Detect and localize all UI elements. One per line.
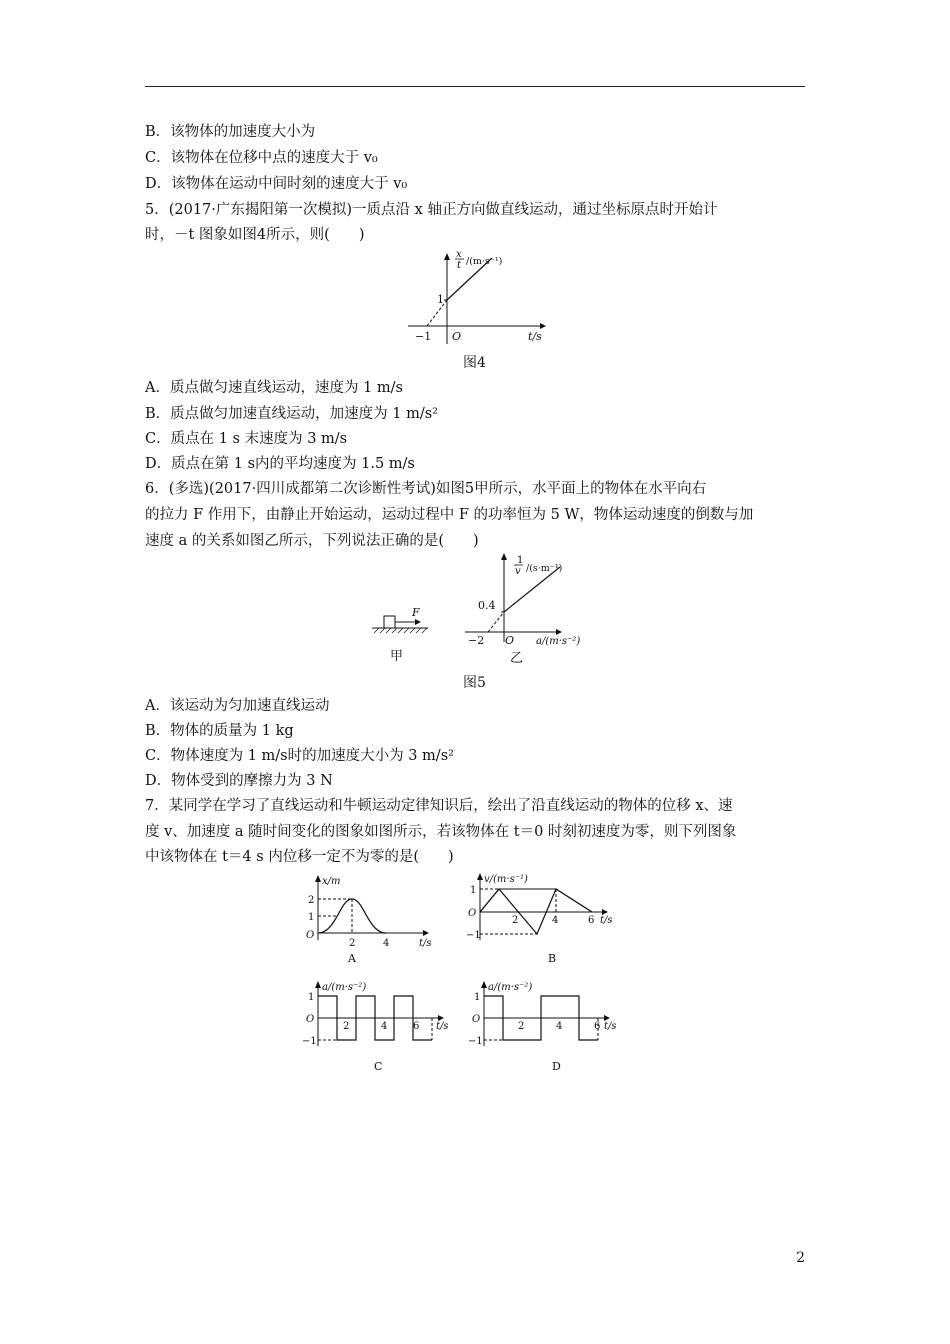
graph-c-xtick-2: 2 (343, 1021, 350, 1032)
graph-b-xlabel: t/s (600, 915, 613, 926)
graph-b-ytick-neg1: −1 (466, 930, 481, 941)
q7-graph-b (464, 870, 624, 965)
graph-d-xtick-6: 6 (594, 1021, 601, 1032)
fig4-y-unit: /(m·s⁻¹) (466, 256, 503, 267)
graph-d-xlabel: t/s (604, 1021, 617, 1032)
q7-graph-d (464, 978, 624, 1073)
q6-stem-line1: 6．(多选)(2017·四川成都第二次诊断性考试)如图5甲所示，水平面上的物体在水平向右 (145, 481, 707, 497)
graph-c-xlabel: t/s (436, 1021, 449, 1032)
q4-option-b: B．该物体的加速度大小为 (145, 124, 316, 140)
graph-a-origin: O (306, 930, 315, 941)
fig5-y-tick: 0.4 (478, 599, 496, 612)
graph-c-ytick-1: 1 (308, 992, 315, 1003)
graph-d-xtick-2: 2 (518, 1021, 525, 1032)
graph-a-xlabel: t/s (419, 938, 432, 949)
fig4-x-tick: −1 (415, 330, 432, 343)
q5-stem-line1: 5．(2017·广东揭阳第一次模拟)一质点沿 x 轴正方向做直线运动，通过坐标原点时开始计 (145, 202, 718, 218)
graph-d-ylabel: a/(m·s⁻²) (488, 982, 533, 993)
q7-stem-line2: 度 v、加速度 a 随时间变化的图象如图所示，若该物体在 t＝0 时刻初速度为零，则下列图象 (145, 824, 737, 840)
fig5-y-den: v (515, 566, 521, 577)
graph-d-ytick-1: 1 (474, 992, 481, 1003)
q6-stem-line3: 速度 a 的关系如图乙所示，下列说法正确的是( ) (145, 533, 479, 549)
q5-option-b: B．质点做匀加速直线运动，加速度为 1 m/s² (145, 406, 438, 422)
q4-option-c: C．该物体在位移中点的速度大于 v₀ (145, 150, 378, 166)
graph-b-label: B (548, 952, 557, 965)
graph-b-xtick-4: 4 (552, 915, 559, 926)
fig5-origin: O (505, 634, 515, 647)
graph-d-origin: O (472, 1014, 481, 1025)
graph-a-xtick-4: 4 (383, 938, 390, 949)
figure-5-yi-chart (460, 550, 580, 668)
graph-b-ylabel: v/(m·s⁻¹) (484, 874, 528, 885)
q5-option-a: A．质点做匀速直线运动，速度为 1 m/s (145, 380, 403, 396)
figure-5-jia (370, 600, 440, 668)
fig4-origin: O (452, 330, 462, 343)
graph-d-label: D (552, 1060, 561, 1073)
fig5-y-num: 1 (517, 555, 524, 566)
graph-c-xtick-6: 6 (413, 1021, 420, 1032)
header-rule (145, 86, 805, 87)
graph-c-xtick-4: 4 (381, 1021, 388, 1032)
fig5-yi-label: 乙 (510, 651, 524, 666)
q6-option-b: B．物体的质量为 1 kg (145, 723, 294, 739)
q5-option-d: D．质点在第 1 s内的平均速度为 1.5 m/s (145, 456, 415, 472)
graph-c-label: C (374, 1060, 383, 1073)
graph-a-ytick-1: 1 (308, 912, 315, 923)
fig5-y-unit: /(s·m⁻¹) (526, 563, 563, 574)
graph-d-ytick-neg1: −1 (468, 1036, 483, 1047)
graph-d-xtick-4: 4 (556, 1021, 563, 1032)
fig4-y-num: x (456, 249, 462, 260)
fig5-x-label: a/(m·s⁻²) (536, 636, 580, 647)
q5-option-c: C．质点在 1 s 末速度为 3 m/s (145, 431, 348, 447)
graph-a-ylabel: x/m (322, 876, 341, 887)
block (384, 616, 395, 628)
fig4-y-den: t (457, 260, 462, 271)
graph-a-label: A (348, 952, 356, 965)
q4-option-d: D．该物体在运动中间时刻的速度大于 v₀ (145, 176, 408, 192)
q7-stem-line1: 7．某同学在学习了直线运动和牛顿运动定律知识后，绘出了沿直线运动的物体的位移 x、速 (145, 798, 733, 814)
graph-c-ytick-neg1: −1 (302, 1036, 317, 1047)
fig4-y-tick: 1 (437, 293, 444, 306)
fig5-x-tick: −2 (468, 634, 485, 647)
graph-a-ytick-2: 2 (308, 895, 315, 906)
page-number: 2 (796, 1250, 805, 1266)
graph-c-origin: O (306, 1014, 315, 1025)
fig4-x-label: t/s (528, 330, 542, 343)
figure-5-caption: 图5 (463, 675, 486, 691)
q7-stem-line3: 中该物体在 t＝4 s 内位移一定不为零的是( ) (145, 849, 454, 865)
graph-a-xtick-2: 2 (349, 938, 356, 949)
q6-stem-line2: 的拉力 F 作用下，由静止开始运动，运动过程中 F 的功率恒为 5 W，物体运动速度的倒数与加 (145, 507, 754, 523)
graph-c-ylabel: a/(m·s⁻²) (322, 982, 367, 993)
graph-b-xtick-6: 6 (588, 915, 595, 926)
figure-4-caption: 图4 (463, 355, 486, 371)
q6-option-c: C．物体速度为 1 m/s时的加速度大小为 3 m/s² (145, 748, 454, 764)
fig5-jia-label: 甲 (390, 649, 404, 664)
graph-b-origin: O (468, 908, 477, 919)
figure-4-chart (400, 248, 560, 348)
fig5-dashed-extension (488, 612, 504, 632)
q7-graph-c (298, 978, 458, 1073)
graph-b-xtick-2: 2 (512, 915, 519, 926)
q5-stem-line2: 时，－t 图象如图4所示，则( ) (145, 227, 365, 243)
force-label: F (412, 606, 420, 619)
q7-graph-a (298, 870, 448, 965)
graph-b-ytick-1: 1 (470, 885, 477, 896)
q6-option-d: D．物体受到的摩擦力为 3 N (145, 773, 333, 789)
q6-option-a: A．该运动为匀加速直线运动 (145, 698, 330, 714)
